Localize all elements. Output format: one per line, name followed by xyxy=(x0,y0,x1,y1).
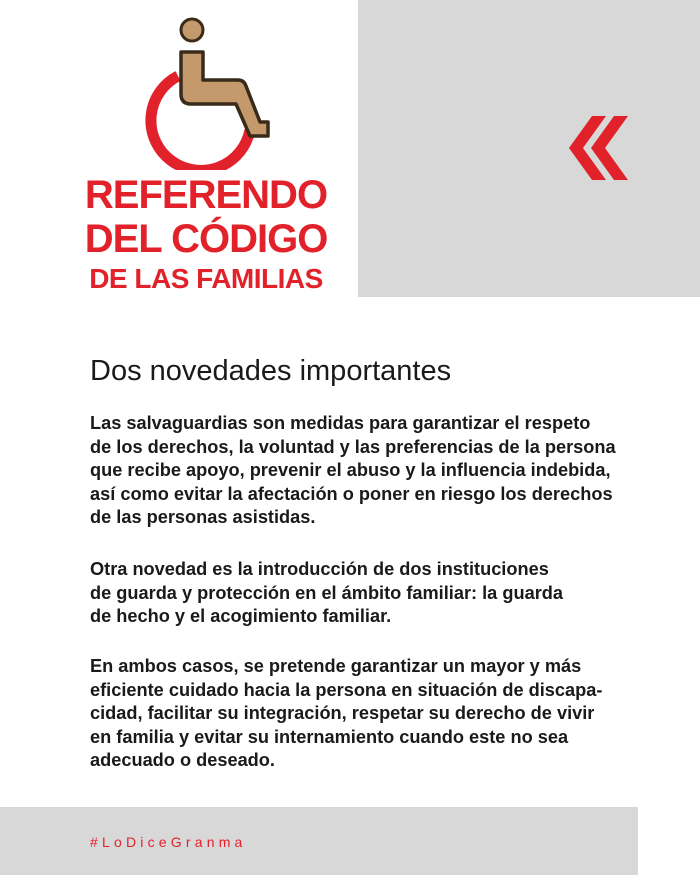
paragraph-line: Las salvaguardias son medidas para garantizar el respeto xyxy=(90,413,591,433)
paragraph-instituciones xyxy=(90,558,650,629)
wheelchair-icon xyxy=(138,10,274,170)
paragraph-salvaguardias xyxy=(90,412,650,530)
paragraph-line: así como evitar la afectación o poner en riesgo los derechos xyxy=(90,483,613,504)
paragraph-line: adecuado o deseado. xyxy=(90,750,275,771)
paragraph-ambos-casos xyxy=(90,655,650,773)
title-line-2: DEL CÓDIGO xyxy=(84,217,328,261)
paragraph-line: de los derechos, la voluntad y las preferencias de la persona xyxy=(90,436,616,457)
header-gray-panel xyxy=(358,0,700,297)
paragraph-line: cidad, facilitar su integración, respetar su derecho de vivir xyxy=(90,703,595,724)
paragraph-line: eficiente cuidado hacia la persona en situación de discapa- xyxy=(90,679,603,700)
article-heading: Dos novedades importantes xyxy=(90,355,452,387)
paragraph-line: de guarda y protección en el ámbito familiar: la guarda xyxy=(90,582,563,603)
title-line-1: REFERENDO xyxy=(84,173,328,217)
title-line-3: DE LAS FAMILIAS xyxy=(89,263,323,294)
paragraph-line: de las personas asistidas. xyxy=(90,507,316,528)
hashtag-label: #LoDiceGranma xyxy=(90,834,247,850)
paragraph-line: En ambos casos, se pretende garantizar un mayor y más xyxy=(90,656,582,676)
paragraph-line: en familia y evitar su internamiento cuando este no sea xyxy=(90,726,569,747)
paragraph-line: que recibe apoyo, prevenir el abuso y la influencia indebida, xyxy=(90,460,611,481)
double-chevron-left-icon xyxy=(566,116,628,180)
paragraph-line: Otra novedad es la introducción de dos instituciones xyxy=(90,559,549,579)
paragraph-line: de hecho y el acogimiento familiar. xyxy=(90,606,392,627)
